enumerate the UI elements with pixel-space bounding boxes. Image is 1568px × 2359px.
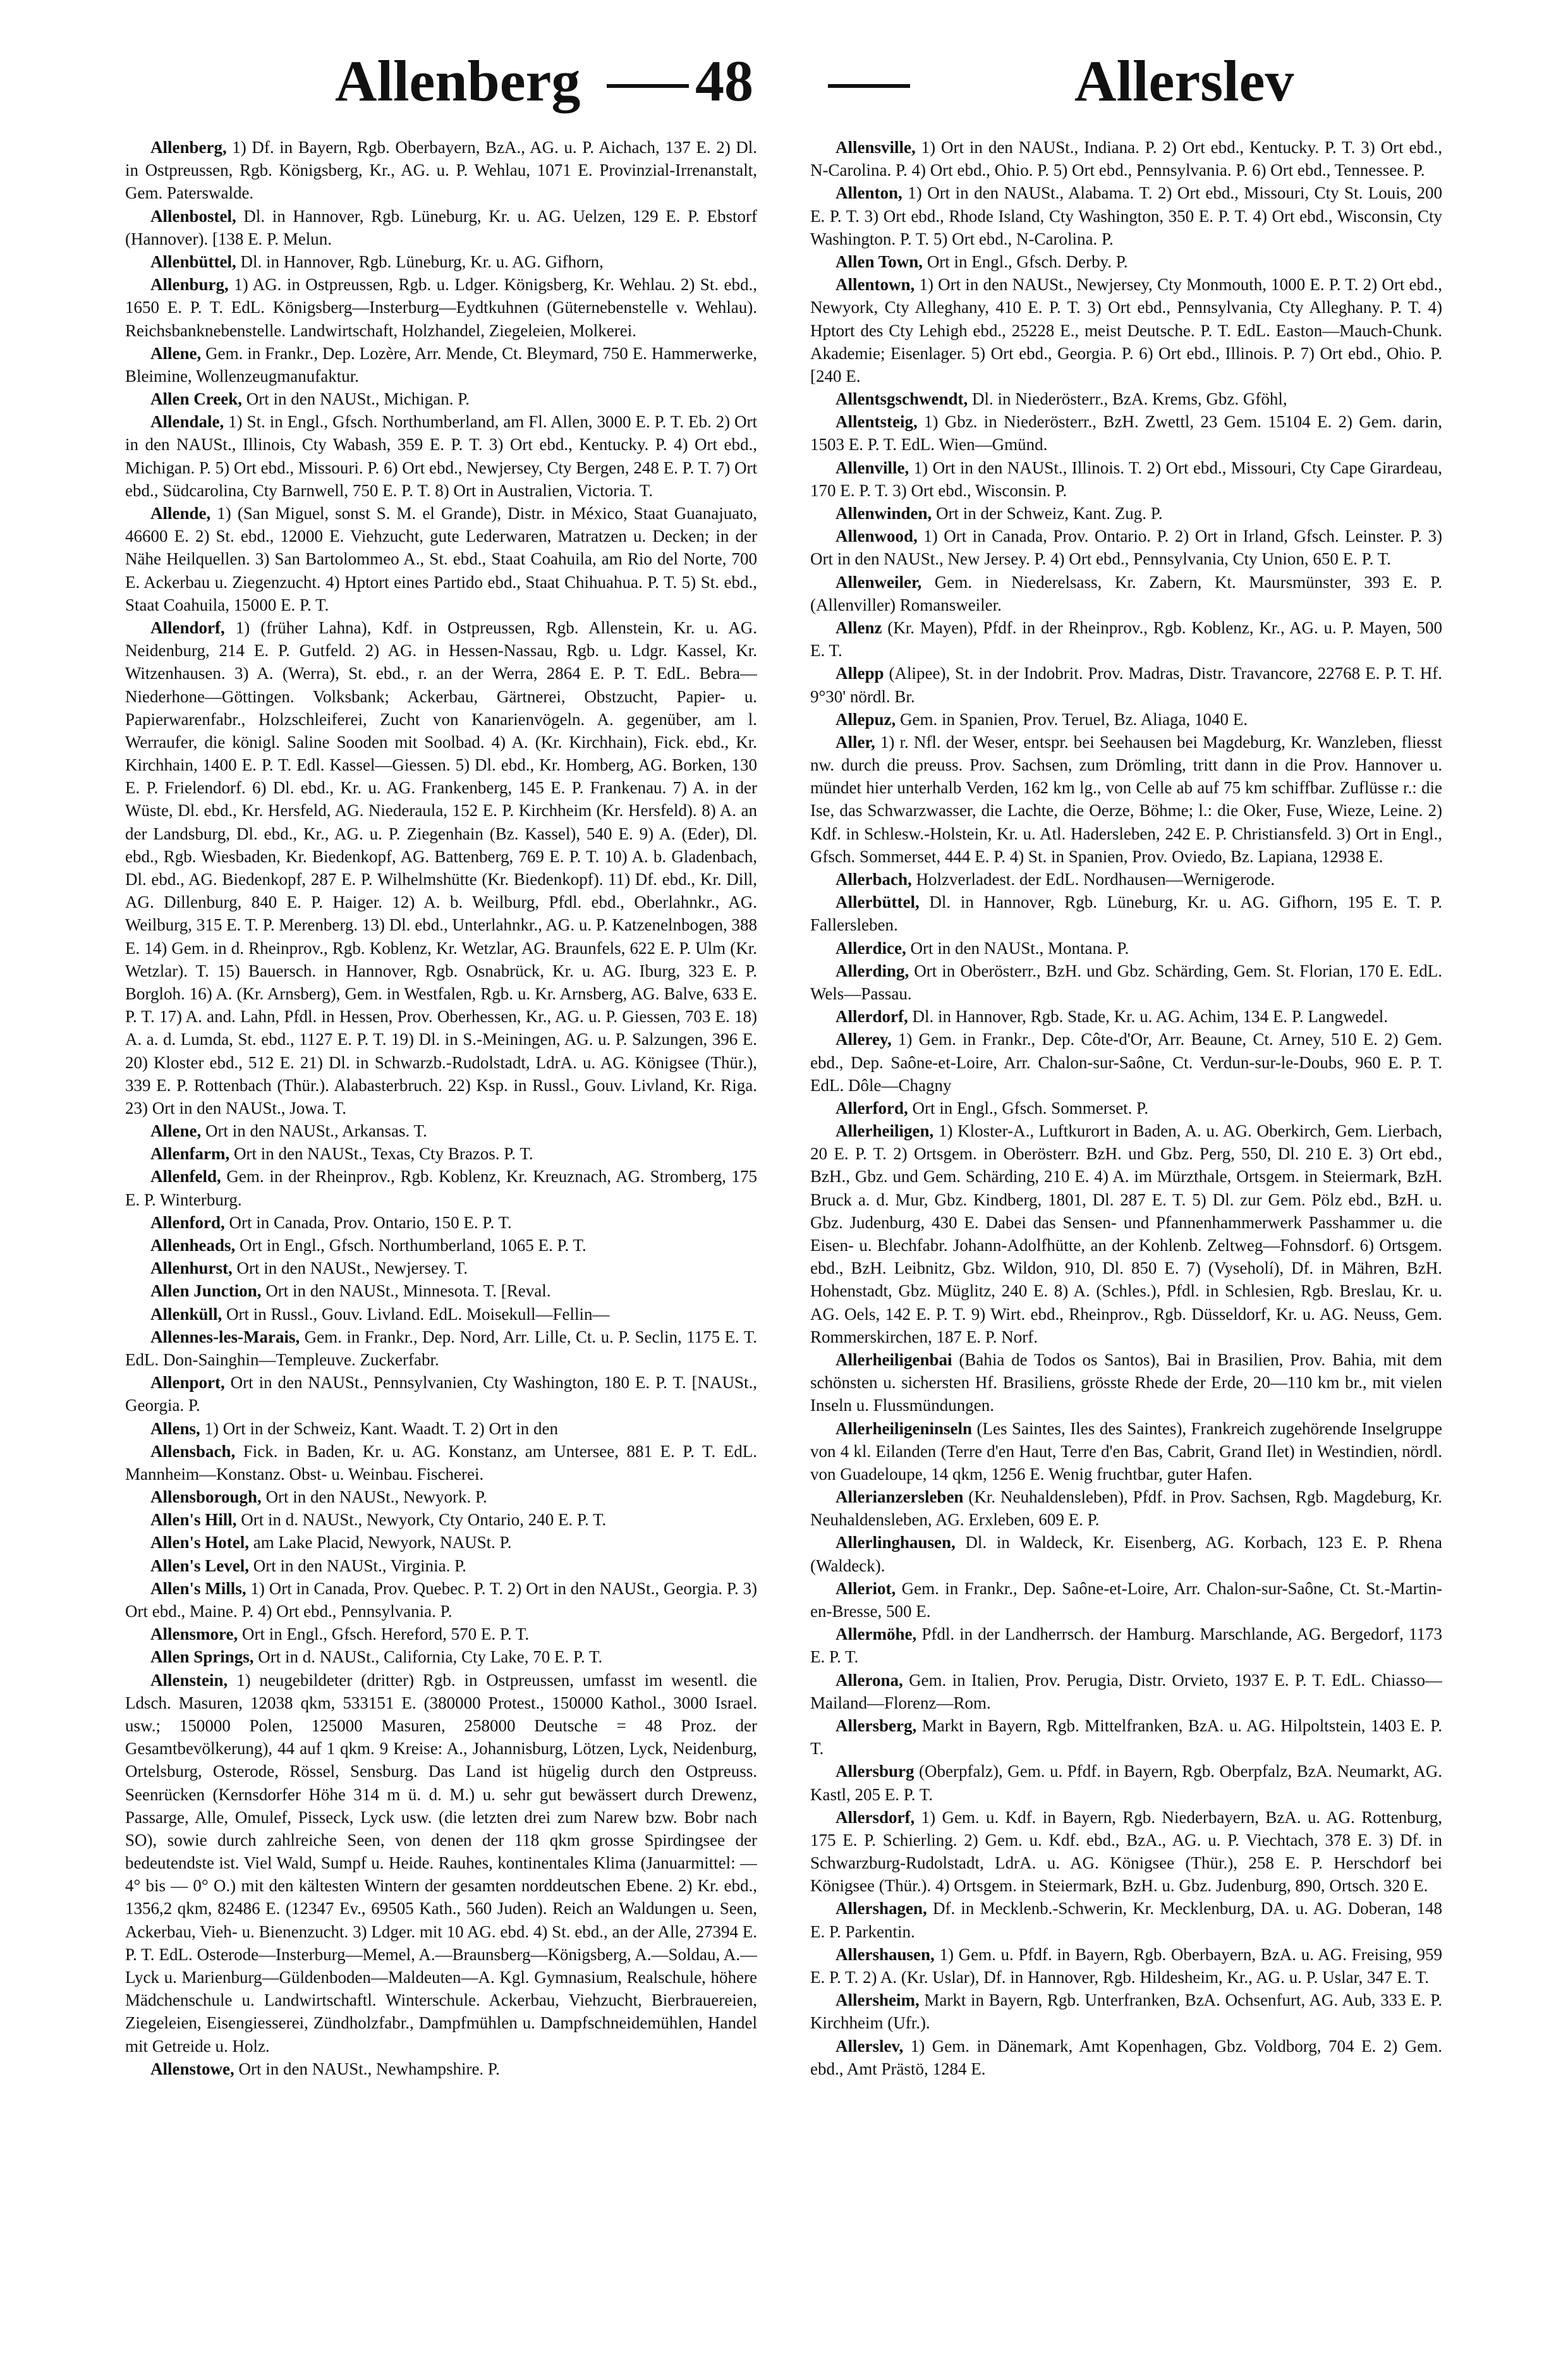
dictionary-entry xyxy=(810,1485,1442,1531)
dictionary-entry xyxy=(810,1897,1442,1942)
entry-headword: Allenfeld, xyxy=(150,1167,221,1186)
entry-text: Ort in den NAUSt., Newjersey. T. xyxy=(232,1259,468,1278)
entry-headword: Allerona, xyxy=(836,1670,903,1690)
dictionary-entry xyxy=(810,1119,1442,1348)
entry-text: Fick. in Baden, Kr. u. AG. Konstanz, am Untersee, 881 E. P. T. EdL. Mannheim—Konstanz. Obst- u. Weinbau. Fischerei. xyxy=(125,1441,757,1484)
entry-headword: Alleriot, xyxy=(836,1578,896,1598)
dictionary-entry xyxy=(125,502,757,616)
dictionary-entry xyxy=(810,410,1442,456)
entry-text: Markt in Bayern, Rgb. Mittelfranken, BzA. u. AG. Hilpoltstein, 1403 E. P. T. xyxy=(810,1716,1442,1759)
entry-text: Gem. in Niederelsass, Kr. Zabern, Kt. Maursmünster, 393 E. P. (Allenviller) Romansweiler. xyxy=(810,572,1442,614)
dictionary-entry xyxy=(810,1531,1442,1576)
dictionary-entry xyxy=(810,2035,1442,2080)
entry-headword: Allenfarm, xyxy=(150,1144,230,1164)
dictionary-entry xyxy=(810,616,1442,662)
dictionary-entry xyxy=(810,1760,1442,1805)
entry-headword: Allensmore, xyxy=(150,1624,238,1644)
entry-headword: Allenwinden, xyxy=(836,504,932,523)
dictionary-entry xyxy=(810,1714,1442,1760)
dictionary-entry xyxy=(125,1257,757,1279)
entry-headword: Allen Creek, xyxy=(150,389,242,409)
entry-text: Gem. in Frankr., Dep. Nord, Arr. Lille, Ct. u. P. Seclin, 1175 E. T. EdL. Don-Sainghin—Templeuve. Zuckerfabr. xyxy=(125,1327,757,1369)
entry-text: Dl. in Hannover, Rgb. Lüneburg, Kr. u. AG. Gifhorn, xyxy=(236,252,604,271)
entry-headword: Allerbach, xyxy=(836,870,912,889)
dictionary-entry xyxy=(125,1508,757,1531)
right-column xyxy=(810,136,1442,2329)
page-number: 48 xyxy=(695,49,753,113)
entry-headword: Allenheads, xyxy=(150,1236,236,1255)
entry-headword: Allen Junction, xyxy=(150,1281,262,1301)
dictionary-entry xyxy=(125,1211,757,1234)
entry-text: Ort in Oberösterr., BzH. und Gbz. Schärding, Gem. St. Florian, 170 E. EdL. Wels—Passau. xyxy=(810,961,1442,1003)
entry-headword: Allentown, xyxy=(836,275,915,295)
entry-text: Ort in den NAUSt., Pennsylvanien, Cty Washington, 180 E. P. T. [NAUSt., Georgia. P. xyxy=(125,1373,757,1415)
entry-headword: Allerlinghausen, xyxy=(836,1533,956,1552)
entry-text: Ort in d. NAUSt., Newyork, Cty Ontario, 240 E. P. T. xyxy=(236,1510,607,1530)
dictionary-entry xyxy=(810,731,1442,868)
entry-headword: Allerding, xyxy=(836,961,909,980)
dictionary-entry xyxy=(125,1142,757,1165)
dictionary-entry xyxy=(810,1417,1442,1486)
entry-text: 1) neugebildeter (dritter) Rgb. in Ostpreussen, umfasst im wesentl. die Ldsch. Masuren, 12038 qkm, 533151 E. (380000 Protest., 150000 Kathol., 3000 Israel. usw.; 150000 Polen, 125000 Masuren, 258000 Deutsche = 48 Proz. der Gesamtbevölkerung), 44 auf 1 qkm. 9 Kreise: A., Johannisburg, Lötzen, Lyck, Neidenburg, Ortelsburg, Osterode, Rössel, Sensburg. Das Land ist hügelig durch den Ostpreuss. Seenrücken (Kernsdorfer Höhe 314 m ü. d. M.) u. sehr gut bewässert durch Drewenz, Passarge, Alle, Omulef, Pisseck, Lyck usw. (die letzten drei zum Narew bzw. Bobr nach SO), sowie durch zahlreiche Seen, von denen der 118 qkm grosse Spirdingsee der bedeutendste ist. Viel Wald, Sumpf u. Heide. Rauhes, kontinentales Klima (Januarmittel: —4° bis — 0° O.) mit den kältesten Wintern der gesamten norddeutschen Ebene. 2) Kr. ebd., 1356,2 qkm, 82486 E. (12347 Ev., 69505 Kath., 560 Juden). Reich an Waldungen u. Seen, Ackerbau, Vieh- u. Bienenzucht. 3) Ldger. mit 10 AG. ebd. 4) St. ebd., an der Alle, 27394 E. P. T. EdL. Osterode—Insterburg—Memel, A.—Braunsberg—Königsberg, A.—Soldau, A.—Lyck u. Marienburg—Güldenboden—Maldeuten—A. Kgl. Gymnasium, Realschule, höhere Mädchenschule u. Landwirtschaftl. Winterschule. Ackerbau, Viehzucht, Bierbrauereien, Ziegeleien, Eisengiesserei, Zündholzfabr., Dampfmühlen u. Dampfschneidemühlen, Handel mit Getreide u. Holz. xyxy=(125,1670,757,2056)
entry-text: 1) Ort in den NAUSt., Indiana. P. 2) Ort ebd., Kentucky. P. T. 3) Ort ebd., N-Carolina. P. 4) Ort ebd., Ohio. P. 5) Ort ebd., Pennsylvania. P. 6) Ort ebd., Tennessee. P. xyxy=(810,138,1442,180)
entry-text: (Kr. Mayen), Pfdf. in der Rheinprov., Rgb. Koblenz, Kr., AG. u. P. Mayen, 500 E. T. xyxy=(810,618,1442,661)
entry-text: Markt in Bayern, Rgb. Unterfranken, BzA. Ochsenfurt, AG. Aub, 333 E. P. Kirchheim (Ufr.). xyxy=(810,1990,1442,2033)
dictionary-entry xyxy=(125,136,757,205)
entry-headword: Allenton, xyxy=(836,183,903,203)
dictionary-entry xyxy=(810,937,1442,960)
entry-headword: Allerford, xyxy=(836,1098,908,1118)
dictionary-entry xyxy=(125,1165,757,1210)
entry-text: 1) Gem. in Dänemark, Amt Kopenhagen, Gbz. Voldborg, 704 E. 2) Gem. ebd., Amt Prästö, 1284 E. xyxy=(810,2036,1442,2078)
entry-headword: Allensville, xyxy=(836,138,916,157)
entry-headword: Allenville, xyxy=(836,458,909,477)
entry-text: Ort in d. NAUSt., California, Cty Lake, 70 E. P. T. xyxy=(253,1647,603,1667)
entry-text: 1) Ort in der Schweiz, Kant. Waadt. T. 2) Ort in den xyxy=(200,1418,558,1438)
running-head-left: Allenberg xyxy=(335,49,581,113)
entry-text: Ort in den NAUSt., Virginia. P. xyxy=(249,1556,466,1575)
running-head-right: Allerslev xyxy=(1074,49,1294,113)
entry-headword: Allerheiligeninseln xyxy=(836,1418,972,1438)
entry-text: 1) Ort in Canada, Prov. Ontario. P. 2) Ort in Irland, Gfsch. Leinster. P. 3) Ort in den NAUSt., New Jersey. P. 4) Ort ebd., Pennsylvania, Cty Union, 650 E. P. T. xyxy=(810,527,1442,569)
entry-text: Gem. in Italien, Prov. Perugia, Distr. Orvieto, 1937 E. P. T. EdL. Chiasso—Mailand—Florenz—Rom. xyxy=(810,1670,1442,1712)
entry-text: Ort in den NAUSt., Michigan. P. xyxy=(241,389,470,409)
entry-headword: Allenwood, xyxy=(836,527,918,546)
entry-headword: Allerdorf, xyxy=(836,1007,908,1027)
entry-text: Gem. in der Rheinprov., Rgb. Koblenz, Kr. Kreuznach, AG. Stromberg, 175 E. P. Winterburg. xyxy=(125,1167,757,1209)
dictionary-entry xyxy=(125,1623,757,1645)
entry-text: 1) AG. in Ostpreussen, Rgb. u. Ldger. Königsberg, Kr. Wehlau. 2) St. ebd., 1650 E. P. T. EdL. Königsberg—Insterburg—Eydtkuhnen (Güternebenstelle v. Wehlau). Reichsbanknebenstelle. Landwirtschaft, Holzhandel, Ziegeleien, Molkerei. xyxy=(125,275,757,340)
entry-headword: Allen's Level, xyxy=(150,1556,249,1575)
dictionary-entry xyxy=(125,1303,757,1326)
entry-text: Ort in den NAUSt., Texas, Cty Brazos. P. T. xyxy=(229,1144,533,1164)
entry-headword: Allersberg, xyxy=(836,1716,917,1735)
header-rule-left xyxy=(607,84,689,88)
entry-text: 1) Gem. u. Kdf. in Bayern, Rgb. Niederbayern, BzA. u. AG. Rottenburg, 175 E. P. Schierling. 2) Gem. u. Kdf. ebd., BzA., AG. u. P. Viechtach, 378 E. 3) Df. in Schwarzburg-Rudolstadt, LdrA. u. AG. Königsee (Thür.), 258 E. P. Herschdorf bei Königsee (Thür.). 4) Ortsgem. in Steiermark, BzH. u. Gbz. Judenburg, 890, Ortsch. 320 E. xyxy=(810,1807,1442,1896)
dictionary-entry xyxy=(125,387,757,410)
dictionary-entry xyxy=(125,2057,757,2080)
entry-text: (Kr. Neuhaldensleben), Pfdf. in Prov. Sachsen, Rgb. Magdeburg, Kr. Neuhaldensleben, AG. Erxleben, 609 E. P. xyxy=(810,1487,1442,1530)
entry-text: Ort in den NAUSt., Newhampshire. P. xyxy=(234,2059,500,2078)
entry-text: 1) St. in Engl., Gfsch. Northumberland, am Fl. Allen, 3000 E. P. T. Eb. 2) Ort in den NAUSt., Illinois, Cty Wabash, 359 E. P. T. 3) Ort ebd., Kentucky. P. 4) Ort ebd., Michigan. P. 5) Ort ebd., Missouri. P. 6) Ort ebd., Newjersey, Cty Bergen, 248 E. P. T. 7) Ort ebd., Südcarolina, Cty Barnwell, 750 E. P. T. 8) Ort in Australien, Victoria. T. xyxy=(125,412,757,500)
dictionary-entry xyxy=(125,1577,757,1623)
dictionary-entry xyxy=(125,1645,757,1668)
entry-headword: Allensborough, xyxy=(150,1487,262,1507)
entry-headword: Allenberg, xyxy=(150,138,227,157)
entry-text: 1) (früher Lahna), Kdf. in Ostpreussen, Rgb. Allenstein, Kr. u. AG. Neidenburg, 214 E. P. Gutfeld. 2) AG. in Hessen-Nassau, Rgb. u. Ldgr. Kassel, Kr. Witzenhausen. 3) A. (Werra), St. ebd., r. an der Werra, 2864 E. P. T. EdL. Bebra—Niederhone—Göttingen. Volksbank; Ackerbau, Gärtnerei, Obstzucht, Papier- u. Papierwarenfabr., Holzschleiferei, Zucht von Kanarienvögeln. A. gegenüber, am l. Werraufer, die königl. Saline Sooden mit Soolbad. 4) A. (Kr. Kirchhain), Fick. ebd., Kr. Kirchhain, 1400 E. P. T. Edl. Kassel—Giessen. 5) Dl. ebd., Kr. Homberg, AG. Borken, 130 E. P. Frielendorf. 6) Dl. ebd., Kr. u. AG. Frankenberg, 145 E. P. Frankenau. 7) A. in der Wüste, Dl. ebd., Kr. Hersfeld, AG. Niederaula, 152 E. P. Kirchheim (Kr. Hersfeld). 8) A. an der Landsburg, Dl. ebd., Kr., AG. u. P. Ziegenhain (Bz. Kassel), 540 E. 9) A. (Eder), Dl. ebd., Rgb. Wiesbaden, Kr. Biedenkopf, AG. Battenberg, 769 E. P. T. 10) A. b. Gladenbach, Dl. ebd., AG. Biedenkopf, 287 E. P. Wilhelmshütte (Kr. Biedenkopf). 11) Df. ebd., Kr. Dill, AG. Dillenburg, 840 E. P. Haiger. 12) A. b. Weilburg, Pfdl. ebd., Oberlahnkr., AG. Weilburg, 315 E. T. P. Merenberg. 13) Dl. ebd., Unterlahnkr., AG. u. P. Katzenelnbogen, 388 E. 14) Gem. in d. Rheinprov., Rgb. Koblenz, Kr. Wetzlar, AG. Braunfels, 622 E. P. Ulm (Kr. Wetzlar). T. 15) Bauersch. in Hannover, Rgb. Osnabrück, Kr. u. AG. Iburg, 323 E. P. Borgloh. 16) A. (Kr. Arnsberg), Gem. in Westfalen, Rgb. u. Kr. Arnsberg, AG. Balve, 633 E. P. T. 17) A. and. Lahn, Pfdl. in Hessen, Prov. Oberhessen, Kr., AG. u. P. Giessen, 703 E. 18) A. a. d. Lumda, St. ebd., 1127 E. P. T. 19) Dl. in S.-Meiningen, AG. u. P. Salzungen, 396 E. 20) Kloster ebd., 512 E. 21) Dl. in Schwarzb.-Rudolstadt, LdrA. u. AG. Königsee (Thür.), 339 E. P. Rottenbach (Thür.). Alabasterbruch. 22) Ksp. in Russl., Gouv. Livland, Kr. Riga. 23) Ort in den NAUSt., Jowa. T. xyxy=(125,618,757,1118)
entry-text: Ort in Engl., Gfsch. Sommerset. P. xyxy=(908,1098,1148,1118)
entry-text: Gem. in Frankr., Dep. Lozère, Arr. Mende, Ct. Bleymard, 750 E. Hammerwerke, Bleimine, Wollenzeugmanufaktur. xyxy=(125,343,757,386)
entry-headword: Allenburg, xyxy=(150,275,229,295)
entry-text: Pfdl. in der Landherrsch. der Hamburg. Marschlande, AG. Bergedorf, 1173 E. P. T. xyxy=(810,1624,1442,1667)
entry-text: 1) Ort in den NAUSt., Newjersey, Cty Monmouth, 1000 E. P. T. 2) Ort ebd., Newyork, Cty Alleghany, 410 E. P. T. 3) Ort ebd., Pennsylvania, Cty Alleghany. P. T. 4) Hptort des Cty Lehigh ebd., 25228 E., meist Deutsche. P. T. EdL. Easton—Mauch-Chunk. Akademie; Eisenlager. 5) Ort ebd., Georgia. P. 6) Ort ebd., Illinois. P. 7) Ort ebd., Ohio. P. [240 E. xyxy=(810,275,1442,386)
dictionary-entry xyxy=(810,891,1442,936)
dictionary-entry xyxy=(810,1348,1442,1417)
dictionary-entry xyxy=(125,1279,757,1302)
entry-headword: Allen Springs, xyxy=(150,1647,254,1667)
entry-text: 1) Ort in den NAUSt., Illinois. T. 2) Ort ebd., Missouri, Cty Cape Girardeau, 170 E. P. T. 3) Ort ebd., Wisconsin. P. xyxy=(810,458,1442,500)
entry-headword: Allenport, xyxy=(150,1373,225,1393)
entry-headword: Allerey, xyxy=(836,1030,892,1049)
entry-headword: Allenweiler, xyxy=(836,572,922,592)
entry-headword: Allens, xyxy=(150,1418,200,1438)
entry-headword: Allen Town, xyxy=(836,252,923,271)
entry-text: 1) Gbz. in Niederösterr., BzH. Zwettl, 23 Gem. 15104 E. 2) Gem. darin, 1503 E. P. T. EdL. Wien—Gmünd. xyxy=(810,412,1442,454)
entry-text: Ort in Canada, Prov. Ontario, 150 E. P. T. xyxy=(224,1212,512,1232)
entry-headword: Allepuz, xyxy=(836,709,896,729)
entry-headword: Allerdice, xyxy=(836,938,906,958)
entry-text: am Lake Placid, Newyork, NAUSt. P. xyxy=(249,1533,512,1552)
dictionary-entry xyxy=(810,136,1442,181)
dictionary-entry xyxy=(810,1943,1442,1989)
entry-text: 1) Kloster-A., Luftkurort in Baden, A. u. AG. Oberkirch, Gem. Lierbach, 20 E. P. T. 2) Ortsgem. in Oberösterr. BzH. und Gbz. Perg, 550, Dl. 210 E. 3) Ort ebd., BzH., Gbz. und Gem. Schärding, 210 E. 4) A. im Mürzthale, Ortsgem. in Steiermark, BzH. Bruck a. d. Mur, Gbz. Kindberg, 1801, Dl. 287 E. T. 5) Dl. zur Gem. Pölz ebd., BzH. u. Gbz. Judenburg, 430 E. Dabei das Sensen- und Pfannenhammerwerk Passhammer u. die Eisen- u. Blechfabr. Johann-Adolfhütte, an der Kohlenb. Zeltweg—Fohnsdorf. 6) Ortsgem. ebd., BzH. Leibnitz, Gbz. Wildon, 910, Dl. 850 E. 7) (Vyseholí), Df. in Mähren, BzH. Hohenstadt, Gbz. Müglitz, 240 E. 8) A. (Schles.), Pfdl. in Schlesien, Rgb. Breslau, Kr. u. AG. Oels, 142 E. P. T. 9) Wirt. ebd., Rheinprov., Rgb. Düsseldorf, Kr. u. AG. Neuss, Gem. Rommerskirchen, 187 E. P. Norf. xyxy=(810,1121,1442,1346)
entry-headword: Allene, xyxy=(150,1121,202,1141)
entry-text: Ort in Russl., Gouv. Livland. EdL. Moisekull—Fellin— xyxy=(222,1304,610,1324)
entry-headword: Allersburg xyxy=(836,1762,915,1781)
entry-text: Holzverladest. der EdL. Nordhausen—Wernigerode. xyxy=(911,870,1275,889)
dictionary-entry xyxy=(810,1669,1442,1714)
dictionary-entry xyxy=(810,708,1442,731)
entry-text: Ort in Engl., Gfsch. Northumberland, 1065 E. P. T. xyxy=(235,1236,586,1255)
dictionary-entry xyxy=(125,410,757,502)
entry-headword: Allensbach, xyxy=(150,1441,236,1461)
entry-headword: Aller, xyxy=(836,732,875,752)
entry-text: 1) Ort in den NAUSt., Alabama. T. 2) Ort ebd., Missouri, Cty St. Louis, 200 E. P. T. 3) Ort ebd., Rhode Island, Cty Washington, 350 E. P. T. 4) Ort ebd., Wisconsin, Cty Washington. P. T. 5) Ort ebd., N-Carolina. P. xyxy=(810,183,1442,248)
entry-headword: Allenford, xyxy=(150,1212,225,1232)
entry-text: Ort in den NAUSt., Minnesota. T. [Reval. xyxy=(261,1281,551,1301)
entry-headword: Allenbüttel, xyxy=(150,252,236,271)
entry-headword: Allershausen, xyxy=(836,1944,935,1964)
entry-headword: Allen's Hotel, xyxy=(150,1533,249,1552)
entry-text: Ort in Engl., Gfsch. Hereford, 570 E. P. T. xyxy=(238,1624,530,1644)
dictionary-entry xyxy=(125,1119,757,1142)
entry-headword: Allentsteig, xyxy=(836,412,918,432)
dictionary-entry xyxy=(125,250,757,273)
entry-text: 1) Ort in Canada, Prov. Quebec. P. T. 2) Ort in den NAUSt., Georgia. P. 3) Ort ebd., Maine. P. 4) Ort ebd., Pennsylvania. P. xyxy=(125,1578,757,1621)
dictionary-entry xyxy=(810,387,1442,410)
dictionary-entry xyxy=(810,502,1442,525)
entry-headword: Allersheim, xyxy=(836,1990,920,2010)
dictionary-entry xyxy=(810,273,1442,387)
entry-headword: Allermöhe, xyxy=(836,1624,917,1644)
entry-headword: Allershagen, xyxy=(836,1899,927,1918)
entry-text: Dl. in Hannover, Rgb. Lüneburg, Kr. u. AG. Gifhorn, 195 E. T. P. Fallersleben. xyxy=(810,893,1442,935)
dictionary-entry xyxy=(125,616,757,1119)
dictionary-entry xyxy=(125,1440,757,1485)
dictionary-entry xyxy=(125,205,757,250)
entry-headword: Allenküll, xyxy=(150,1304,222,1324)
entry-headword: Allene, xyxy=(150,343,202,363)
dictionary-entry xyxy=(810,1623,1442,1668)
entry-headword: Allenstowe, xyxy=(150,2059,234,2078)
entry-headword: Allersdorf, xyxy=(836,1807,915,1827)
entry-text: 1) (San Miguel, sonst S. M. el Grande), Distr. in México, Staat Guanajuato, 46600 E. 2) St. ebd., 12000 E. Viehzucht, gute Lederwaren, Matratzen u. Decken; in der Nähe Heilquellen. 3) San Bartolommeo A., St. ebd., Staat Coahuila, am Rio del Norte, 700 E. Ackerbau u. Ziegenzucht. 4) Hptort eines Partido ebd., Staat Chihuahua. P. T. 5) St. ebd., Staat Coahuila, 15000 E. P. T. xyxy=(125,504,757,614)
dictionary-entry xyxy=(125,342,757,387)
entry-headword: Allenz xyxy=(836,618,882,637)
dictionary-entry xyxy=(810,181,1442,250)
dictionary-entry xyxy=(125,1554,757,1577)
dictionary-entry xyxy=(810,1097,1442,1119)
entry-headword: Allenbostel, xyxy=(150,206,236,226)
dictionary-entry xyxy=(125,1669,757,2057)
entry-headword: Allerbüttel, xyxy=(836,893,920,912)
dictionary-entry xyxy=(125,1371,757,1417)
entry-headword: Allen's Mills, xyxy=(150,1578,246,1598)
dictionary-entry xyxy=(810,1577,1442,1623)
entry-text: Df. in Mecklenb.-Schwerin, Kr. Mecklenburg, DA. u. AG. Doberan, 148 E. P. Parkentin. xyxy=(810,1899,1442,1941)
entry-text: 1) r. Nfl. der Weser, entspr. bei Seehausen bei Magdeburg, Kr. Wanzleben, fliesst nw. durch die preuss. Prov. Sachsen, zum Drömling, tritt dann in die Prov. Hannover u. mündet hier unterhalb Verden, 162 km lg., von Celle ab auf 75 km schiffbar. Zuflüsse r.: die Ise, das Schwarzwasser, die Lachte, die Oerze, Böhme; l.: die Oker, Fuse, Wieze, Leine. 2) Kdf. in Schlesw.-Holstein, Kr. u. Atl. Hadersleben, 242 E. P. Christiansfeld. 3) Ort in Engl., Gfsch. Sommerset, 444 E. P. 4) St. in Spanien, Prov. Oviedo, Bz. Lapiana, 12938 E. xyxy=(810,732,1442,866)
entry-headword: Allepp xyxy=(836,664,884,683)
dictionary-entry xyxy=(810,960,1442,1005)
dictionary-entry xyxy=(125,273,757,342)
entry-text: (Les Saintes, Iles des Saintes), Frankreich zugehörende Inselgruppe von 4 kl. Eilanden (Terre d'en Haut, Terre d'en Bas, Cabrit, Grand Ilet) in Westindien, nördl. von Guadeloupe, 14 qkm, 1256 E. Wenig fruchtbar, guter Hafen. xyxy=(810,1418,1442,1484)
entry-headword: Allerslev, xyxy=(836,2036,904,2056)
entry-text: Gem. in Frankr., Dep. Saône-et-Loire, Arr. Chalon-sur-Saône, Ct. St.-Martin-en-Bresse, 500 E. xyxy=(810,1578,1442,1621)
entry-text: Dl. in Waldeck, Kr. Eisenberg, AG. Korbach, 123 E. P. Rhena (Waldeck). xyxy=(810,1533,1442,1575)
entry-text: Ort in den NAUSt., Montana. P. xyxy=(906,938,1129,958)
entry-text: Ort in Engl., Gfsch. Derby. P. xyxy=(923,252,1128,271)
entry-headword: Allerheiligenbai xyxy=(836,1350,952,1369)
entry-headword: Allentsgschwendt, xyxy=(836,389,968,409)
entry-headword: Allerianzersleben xyxy=(836,1487,964,1507)
entry-headword: Allenstein, xyxy=(150,1670,228,1690)
dictionary-entry xyxy=(125,1326,757,1371)
left-column xyxy=(125,136,757,2329)
entry-text: Dl. in Hannover, Rgb. Lüneburg, Kr. u. AG. Uelzen, 129 E. P. Ebstorf (Hannover). [138 E. P. Melun. xyxy=(125,206,757,248)
entry-headword: Allerheiligen, xyxy=(836,1121,934,1141)
header-rule-right xyxy=(828,84,910,88)
entry-headword: Allen's Hill, xyxy=(150,1510,237,1530)
dictionary-entry xyxy=(810,525,1442,570)
dictionary-entry xyxy=(810,250,1442,273)
dictionary-entry xyxy=(810,1806,1442,1898)
entry-text: Ort in der Schweiz, Kant. Zug. P. xyxy=(932,504,1163,523)
dictionary-entry xyxy=(125,1485,757,1508)
entry-headword: Allende, xyxy=(150,504,211,523)
dictionary-entry xyxy=(125,1417,757,1440)
entry-text: Gem. in Spanien, Prov. Teruel, Bz. Aliaga, 1040 E. xyxy=(896,709,1248,729)
dictionary-entry xyxy=(810,868,1442,891)
entry-headword: Allendale, xyxy=(150,412,224,432)
dictionary-entry xyxy=(810,571,1442,616)
entry-headword: Allenhurst, xyxy=(150,1259,233,1278)
entry-headword: Allennes-les-Marais, xyxy=(150,1327,300,1346)
dictionary-entry xyxy=(810,1989,1442,2034)
dictionary-entry xyxy=(810,1028,1442,1097)
dictionary-entry xyxy=(810,456,1442,502)
dictionary-entry xyxy=(125,1234,757,1257)
entry-text: (Oberpfalz), Gem. u. Pfdf. in Bayern, Rgb. Oberpfalz, BzA. Neumarkt, AG. Kastl, 205 E. P. T. xyxy=(810,1762,1442,1804)
entry-text: (Alipee), St. in der Indobrit. Prov. Madras, Distr. Travancore, 22768 E. P. T. Hf. 9°30' nördl. Br. xyxy=(810,664,1442,706)
entry-text: Dl. in Niederösterr., BzA. Krems, Gbz. Gföhl, xyxy=(968,389,1287,409)
entry-text: 1) Gem. u. Pfdf. in Bayern, Rgb. Oberbayern, BzA. u. AG. Freising, 959 E. P. T. 2) A. (Kr. Uslar), Df. in Hannover, Rgb. Hildesheim, Kr., AG. u. P. Uslar, 347 E. T. xyxy=(810,1944,1442,1987)
dictionary-entry xyxy=(810,662,1442,707)
dictionary-entry xyxy=(810,1005,1442,1028)
entry-text: Ort in den NAUSt., Arkansas. T. xyxy=(201,1121,427,1141)
entry-text: Dl. in Hannover, Rgb. Stade, Kr. u. AG. Achim, 134 E. P. Langwedel. xyxy=(908,1007,1389,1027)
entry-text: (Bahia de Todos os Santos), Bai in Brasilien, Prov. Bahia, mit dem schönsten u. sichersten Hf. Brasiliens, grösste Rhede der Erde, 20—110 km br., mit vielen Inseln u. Flussmündungen. xyxy=(810,1350,1442,1415)
page-header xyxy=(126,35,1479,136)
dictionary-entry xyxy=(125,1531,757,1554)
entry-text: 1) Gem. in Frankr., Dep. Côte-d'Or, Arr. Beaune, Ct. Arney, 510 E. 2) Gem. ebd., Dep. Saône-et-Loire, Arr. Chalon-sur-Saône, Ct. Verdun-sur-le-Doubs, 960 E. P. T. EdL. Dôle—Chagny xyxy=(810,1030,1442,1095)
entry-text: 1) Df. in Bayern, Rgb. Oberbayern, BzA., AG. u. P. Aichach, 137 E. 2) Dl. in Ostpreussen, Rgb. Königsberg, Kr., AG. u. P. Wehlau, 1071 E. Provinzial-Irrenanstalt, Gem. Paterswalde. xyxy=(125,138,757,203)
entry-text: Ort in den NAUSt., Newyork. P. xyxy=(261,1487,487,1507)
entry-headword: Allendorf, xyxy=(150,618,225,637)
